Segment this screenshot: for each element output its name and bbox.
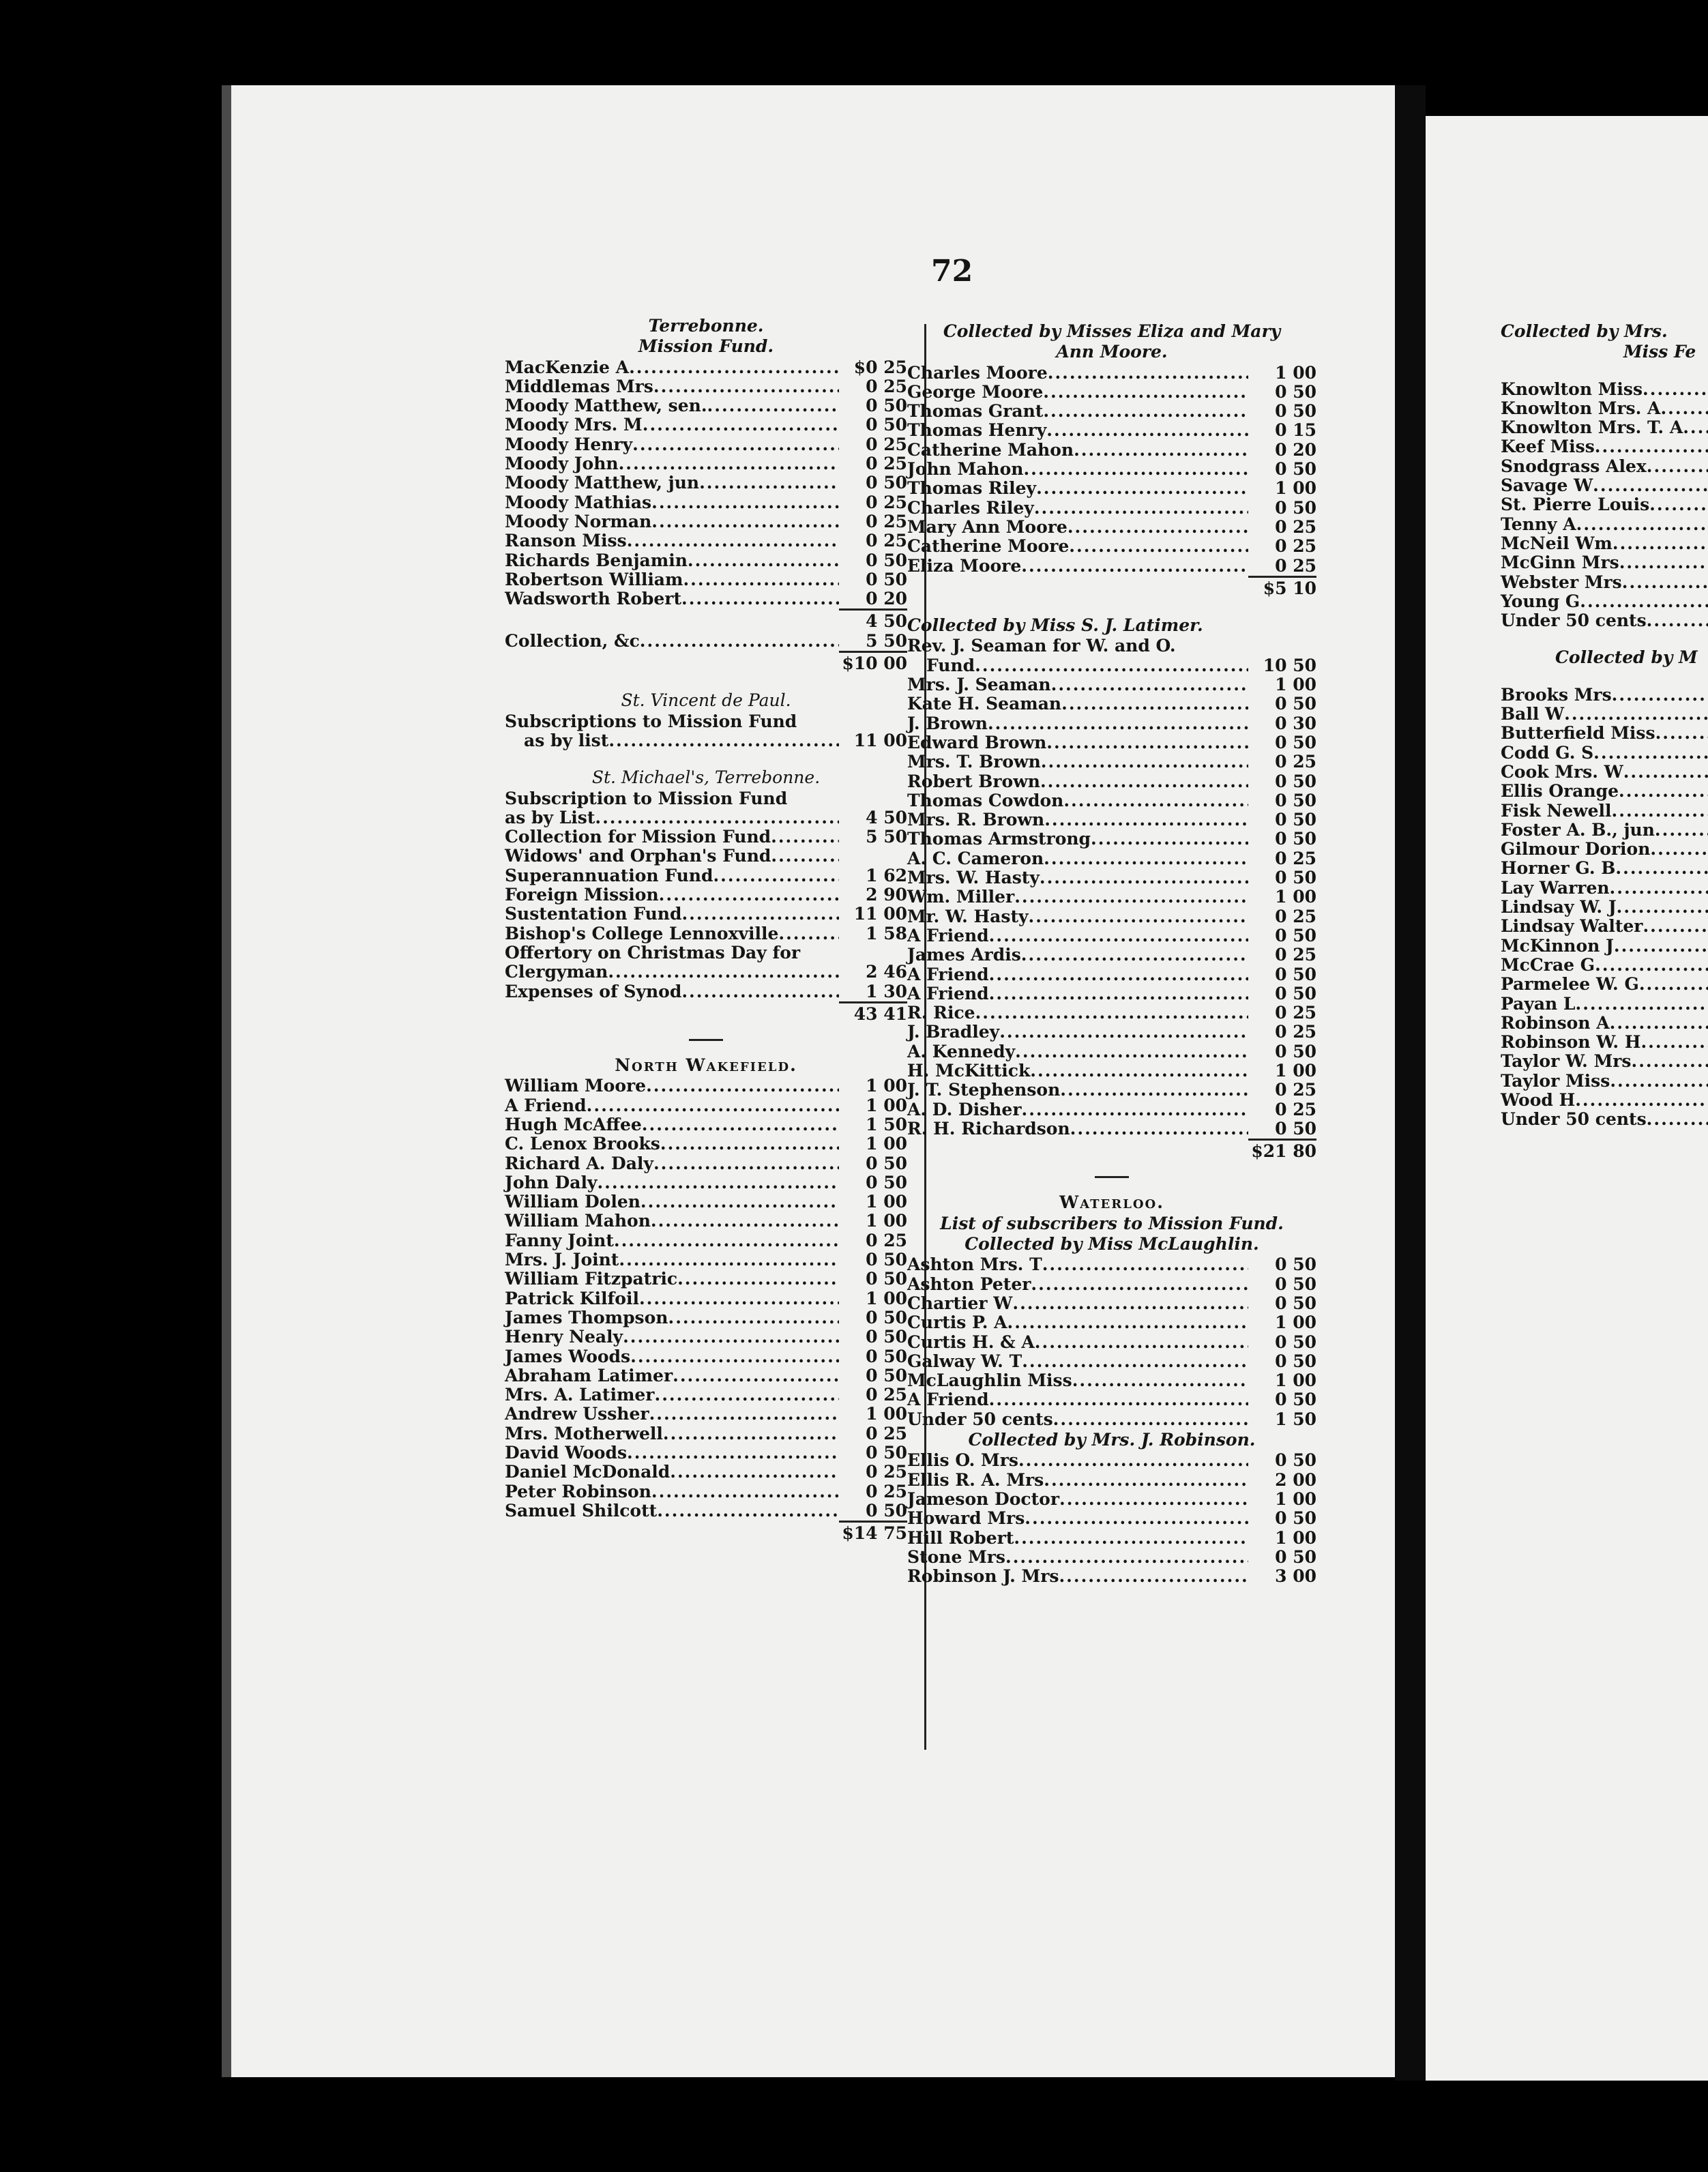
list-item: Moody Henry ..... 0 25: [505, 435, 907, 454]
list-item: Horner G. B .....: [1501, 859, 1708, 878]
section-rule: [1095, 1176, 1129, 1178]
list-item: Jameson Doctor ..... 1 00: [907, 1490, 1316, 1509]
list-item: Thomas Grant ..... 0 50: [907, 402, 1316, 421]
list-item: Ball W .....: [1501, 705, 1708, 724]
list-item: A Friend ..... 1 00: [505, 1096, 907, 1115]
st-vincent-title: St. Vincent de Paul.: [621, 690, 791, 711]
list-item: Collection, &c ..... 5 50: [505, 632, 907, 651]
list-item: Robinson J. Mrs ..... 3 00: [907, 1567, 1316, 1586]
latimer-title: Collected by Miss S. J. Latimer.: [907, 615, 1203, 636]
section-rule: [689, 1039, 723, 1041]
list-item: Curtis P. A ..... 1 00: [907, 1313, 1316, 1332]
list-item: Daniel McDonald ..... 0 25: [505, 1463, 907, 1482]
list-item: Moody Norman ..... 0 25: [505, 512, 907, 531]
waterloo-subtitle-2: Collected by Miss McLaughlin.: [965, 1234, 1259, 1254]
list-item: Mary Ann Moore ..... 0 25: [907, 518, 1316, 537]
list-item: Robertson William ..... 0 50: [505, 570, 907, 589]
list-item: Gilmour Dorion .....: [1501, 840, 1708, 859]
list-item: Keef Miss .....: [1501, 437, 1708, 456]
st-vincent-line: Subscriptions to Mission Fund: [505, 711, 797, 731]
list-item: J. Bradley ..... 0 25: [907, 1023, 1316, 1042]
list-item: Lindsay W. J .....: [1501, 898, 1708, 917]
list-item: Sustentation Fund ..... 11 00: [505, 905, 907, 924]
list-item: Moody Mrs. M ..... 0 50: [505, 415, 907, 435]
list-item: James Ardis ..... 0 25: [907, 945, 1316, 965]
list-item: A. D. Disher ..... 0 25: [907, 1100, 1316, 1119]
list-item: Catherine Mahon ..... 0 20: [907, 441, 1316, 460]
page-number: 72: [931, 254, 973, 289]
list-item: Foreign Mission ..... 2 90: [505, 885, 907, 905]
list-item: Bishop's College Lennoxville ..... 1 58: [505, 924, 907, 943]
list-item: Ellis Orange .....: [1501, 782, 1708, 801]
robinson-title: Collected by Mrs. J. Robinson.: [968, 1430, 1256, 1450]
list-item: R. Rice ..... 0 25: [907, 1003, 1316, 1023]
list-item: Thomas Riley ..... 1 00: [907, 479, 1316, 498]
list-item: Stone Mrs ..... 0 50: [907, 1548, 1316, 1567]
list-item: Robinson A .....: [1501, 1014, 1708, 1033]
list-item: Robert Brown ..... 0 50: [907, 772, 1316, 791]
terrebonne-subtotal: 4 50: [505, 608, 907, 631]
list-item: Middlemas Mrs ..... 0 25: [505, 377, 907, 396]
list-item: C. Lenox Brooks ..... 1 00: [505, 1134, 907, 1154]
list-item: Robinson W. H .....: [1501, 1033, 1708, 1052]
list-item: Mrs. R. Brown ..... 0 50: [907, 810, 1316, 830]
waterloo-title: Waterloo.: [1059, 1192, 1164, 1213]
terrebonne-total: $10 00: [505, 651, 907, 673]
list-item: Moody Matthew, jun ..... 0 50: [505, 473, 907, 493]
list-item: A. C. Cameron ..... 0 25: [907, 849, 1316, 868]
list-item: Lindsay Walter .....: [1501, 917, 1708, 936]
list-item: Butterfield Miss .....: [1501, 724, 1708, 743]
list-item: McKinnon J .....: [1501, 937, 1708, 956]
list-item: Eliza Moore ..... 0 25: [907, 557, 1316, 576]
list-item: Fund ..... 10 50: [907, 656, 1316, 675]
list-item: McGinn Mrs .....: [1501, 553, 1708, 572]
list-item: J. T. Stephenson ..... 0 25: [907, 1081, 1316, 1100]
right-subtitle: Miss Fe: [1623, 342, 1696, 362]
list-item: as by list ..... 11 00: [505, 731, 907, 750]
list-item: Moody Mathias ..... 0 25: [505, 493, 907, 512]
list-item: Clergyman ..... 2 46: [505, 963, 907, 982]
list-item: Knowlton Mrs. T. A .....: [1501, 418, 1708, 437]
list-item: Peter Robinson ..... 0 25: [505, 1482, 907, 1501]
north-wakefield-total: $14 75: [505, 1521, 907, 1543]
list-item: A Friend ..... 0 50: [907, 984, 1316, 1003]
list-item: Knowlton Mrs. A .....: [1501, 399, 1708, 418]
list-item: Moody John ..... 0 25: [505, 454, 907, 473]
list-item: Taylor Miss .....: [1501, 1072, 1708, 1091]
list-item: William Dolen ..... 1 00: [505, 1192, 907, 1212]
list-item: Samuel Shilcott ..... 0 50: [505, 1501, 907, 1521]
list-item: McLaughlin Miss ..... 1 00: [907, 1371, 1316, 1390]
list-item: James Woods ..... 0 50: [505, 1347, 907, 1366]
list-item: Mrs. J. Seaman ..... 1 00: [907, 675, 1316, 694]
list-item: John Daly ..... 0 50: [505, 1173, 907, 1192]
moore-total: $5 10: [907, 576, 1316, 598]
list-item: Taylor W. Mrs .....: [1501, 1052, 1708, 1071]
list-item: St. Pierre Louis .....: [1501, 495, 1708, 514]
list-item: Codd G. S .....: [1501, 744, 1708, 763]
list-item: McNeil Wm .....: [1501, 534, 1708, 553]
list-item: McCrae G .....: [1501, 956, 1708, 975]
right-title: Collected by Mrs.: [1501, 321, 1668, 341]
waterloo-subtitle: List of subscribers to Mission Fund.: [940, 1213, 1284, 1233]
list-item: George Moore ..... 0 50: [907, 383, 1316, 402]
list-item: Fisk Newell .....: [1501, 802, 1708, 821]
column-middle: [907, 321, 1316, 1586]
list-item: Thomas Armstrong ..... 0 50: [907, 830, 1316, 849]
list-item: Wadsworth Robert ..... 0 20: [505, 589, 907, 608]
list-item: Thomas Henry ..... 0 15: [907, 421, 1316, 440]
list-item: Ellis O. Mrs ..... 0 50: [907, 1451, 1316, 1470]
list-item: MacKenzie A ..... $0 25: [505, 358, 907, 377]
offertory-line: Offertory on Christmas Day for: [505, 942, 801, 963]
list-item: Catherine Moore ..... 0 25: [907, 537, 1316, 556]
list-item: Mrs. A. Latimer ..... 0 25: [505, 1385, 907, 1405]
list-item: A Friend ..... 0 50: [907, 965, 1316, 984]
list-item: John Mahon ..... 0 50: [907, 460, 1316, 479]
list-item: Fanny Joint ..... 0 25: [505, 1231, 907, 1250]
list-item: Thomas Cowdon ..... 0 50: [907, 791, 1316, 810]
list-item: Young G .....: [1501, 592, 1708, 611]
moore-title: Collected by Misses Eliza and Mary: [943, 321, 1281, 341]
list-item: Tenny A .....: [1501, 515, 1708, 534]
list-item: Under 50 cents .....: [1501, 1110, 1708, 1129]
list-item: A Friend ..... 0 50: [907, 1390, 1316, 1409]
list-item: Widows' and Orphan's Fund .....: [505, 847, 907, 866]
list-item: David Woods ..... 0 50: [505, 1443, 907, 1463]
list-item: Wood H .....: [1501, 1091, 1708, 1110]
list-item: Knowlton Miss .....: [1501, 380, 1708, 399]
list-item: Foster A. B., jun .....: [1501, 821, 1708, 840]
moore-title-2: Ann Moore.: [1056, 342, 1168, 362]
list-item: Snodgrass Alex .....: [1501, 457, 1708, 476]
list-item: Mrs. T. Brown ..... 0 25: [907, 752, 1316, 772]
list-item: Webster Mrs .....: [1501, 573, 1708, 592]
list-item: Kate H. Seaman ..... 0 50: [907, 694, 1316, 714]
list-item: Wm. Miller ..... 1 00: [907, 887, 1316, 907]
st-michaels-title: St. Michael's, Terrebonne.: [591, 767, 821, 788]
list-item: Mrs. J. Joint ..... 0 50: [505, 1250, 907, 1270]
list-item: Edward Brown ..... 0 50: [907, 733, 1316, 752]
list-item: Cook Mrs. W .....: [1501, 763, 1708, 782]
list-item: Collection for Mission Fund ..... 5 50: [505, 827, 907, 847]
right-title-2: Collected by M: [1555, 647, 1698, 668]
list-item: Howard Mrs ..... 0 50: [907, 1509, 1316, 1528]
north-wakefield-title: North Wakefield.: [615, 1055, 797, 1076]
list-item: William Fitzpatric ..... 0 50: [505, 1270, 907, 1289]
list-item: Mr. W. Hasty ..... 0 25: [907, 907, 1316, 926]
list-item: James Thompson ..... 0 50: [505, 1308, 907, 1327]
list-item: as by List ..... 4 50: [505, 808, 907, 827]
list-item: Brooks Mrs .....: [1501, 686, 1708, 705]
list-item: Savage W .....: [1501, 476, 1708, 495]
list-item: William Moore ..... 1 00: [505, 1076, 907, 1096]
list-item: Patrick Kilfoil ..... 1 00: [505, 1289, 907, 1308]
list-item: Lay Warren .....: [1501, 879, 1708, 898]
column-right: [1501, 321, 1708, 1130]
list-item: Hill Robert ..... 1 00: [907, 1529, 1316, 1548]
list-item: Under 50 cents ..... 1 50: [907, 1410, 1316, 1429]
list-item: Payan L .....: [1501, 995, 1708, 1014]
list-item: Curtis H. & A ..... 0 50: [907, 1333, 1316, 1352]
list-item: Charles Moore ..... 1 00: [907, 364, 1316, 383]
latimer-total: $21 80: [907, 1139, 1316, 1161]
list-item: Ranson Miss ..... 0 25: [505, 531, 907, 551]
terrebonne-title: Terrebonne.: [648, 316, 764, 336]
list-item: Ellis R. A. Mrs ..... 2 00: [907, 1471, 1316, 1490]
list-item: Parmelee W. G .....: [1501, 975, 1708, 994]
list-item: Richard A. Daly ..... 0 50: [505, 1154, 907, 1173]
list-item: Abraham Latimer ..... 0 50: [505, 1366, 907, 1385]
list-item: Moody Matthew, sen. ..... 0 50: [505, 396, 907, 415]
list-item: A Friend ..... 0 50: [907, 926, 1316, 945]
list-item: R. H. Richardson ..... 0 50: [907, 1119, 1316, 1139]
list-item: A. Kennedy ..... 0 50: [907, 1042, 1316, 1061]
list-item: Galway W. T ..... 0 50: [907, 1352, 1316, 1371]
list-item: Mrs. Motherwell ..... 0 25: [505, 1424, 907, 1443]
column-left: [505, 315, 907, 1544]
list-item: J. Brown ..... 0 30: [907, 714, 1316, 733]
list-item: Richards Benjamin ..... 0 50: [505, 551, 907, 570]
list-item: H. McKittick ..... 1 00: [907, 1061, 1316, 1081]
list-item: Charles Riley ..... 0 50: [907, 499, 1316, 518]
terrebonne-subtitle: Mission Fund.: [638, 336, 774, 357]
list-item: Ashton Mrs. T ..... 0 50: [907, 1255, 1316, 1274]
list-item: Mrs. W. Hasty ..... 0 50: [907, 868, 1316, 887]
page-gutter: [1395, 85, 1426, 2081]
seaman-line: Rev. J. Seaman for W. and O.: [907, 636, 1176, 656]
list-item: Chartier W ..... 0 50: [907, 1294, 1316, 1313]
st-michaels-line: Subscription to Mission Fund: [505, 788, 788, 808]
list-item: Henry Nealy ..... 0 50: [505, 1327, 907, 1347]
list-item: Expenses of Synod ..... 1 30: [505, 982, 907, 1001]
list-item: Andrew Ussher ..... 1 00: [505, 1405, 907, 1424]
st-michaels-total: 43 41: [505, 1001, 907, 1024]
list-item: Hugh McAffee ..... 1 50: [505, 1115, 907, 1134]
list-item: Superannuation Fund ..... 1 62: [505, 866, 907, 885]
list-item: William Mahon ..... 1 00: [505, 1212, 907, 1231]
list-item: Under 50 cents .....: [1501, 611, 1708, 630]
list-item: Ashton Peter ..... 0 50: [907, 1275, 1316, 1294]
